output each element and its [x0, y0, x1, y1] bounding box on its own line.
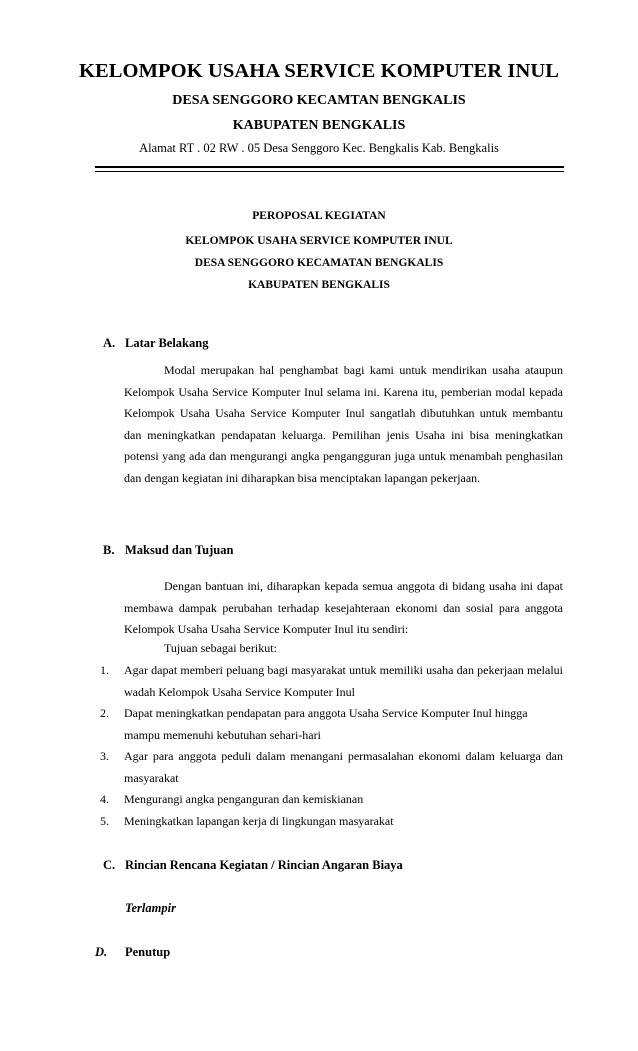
list-item	[100, 746, 563, 789]
section-d-heading	[95, 945, 170, 960]
proposal-subtitle-regency: KABUPATEN BENGKALIS	[248, 279, 390, 291]
letterhead-rule-thick	[95, 166, 564, 168]
list-item	[100, 703, 563, 746]
letterhead-address: Alamat RT . 02 RW . 05 Desa Senggoro Kec. Bengkalis Kab. Bengkalis	[139, 141, 499, 155]
section-c-title: Rincian Rencana Kegiatan / Rincian Angaran Biaya	[125, 858, 403, 872]
goals-list	[100, 660, 563, 832]
list-item	[100, 660, 563, 703]
list-item-number: 2.	[100, 706, 109, 720]
section-c-heading	[103, 858, 403, 873]
list-item-text: Agar dapat memberi peluang bagi masyarakat untuk memiliki usaha dan pekerjaan melalui wadah Kelompok Usaha Service Komputer Inul	[124, 663, 563, 699]
proposal-subtitle-group: KELOMPOK USAHA SERVICE KOMPUTER INUL	[185, 235, 453, 247]
section-b-letter: B.	[103, 543, 115, 557]
section-c-letter: C.	[103, 858, 116, 872]
list-item-number: 4.	[100, 792, 109, 806]
section-a-paragraph	[124, 360, 563, 489]
goals-intro: Tujuan sebagai berikut:	[164, 641, 277, 655]
proposal-title: PEROPOSAL KEGIATAN	[252, 210, 386, 222]
section-b-paragraph	[124, 576, 563, 641]
list-item-text: Meningkatkan lapangan kerja di lingkungan masyarakat	[124, 813, 394, 828]
letterhead-regency: KABUPATEN BENGKALIS	[232, 118, 406, 133]
section-b-heading	[103, 543, 233, 558]
list-item	[100, 789, 563, 811]
letterhead-village: DESA SENGGORO KECAMTAN BENGKALIS	[172, 93, 466, 108]
list-item-text: Mengurangi angka penganguran dan kemiskianan	[124, 792, 364, 806]
section-b-body: Dengan bantuan ini, diharapkan kepada semua anggota di bidang usaha ini dapat membawa dampak perubahan terhadap kesejahteraan ekonomi dan sosial para anggota Kelompok Usaha Usaha Service Komputer Inul itu sendiri:	[124, 579, 563, 636]
proposal-subtitle-village: DESA SENGGORO KECAMATAN BENGKALIS	[194, 257, 444, 269]
section-c-note: Terlampir	[125, 901, 176, 915]
list-item	[100, 811, 563, 833]
list-item-number: 5.	[100, 813, 109, 828]
section-d-letter: D.	[95, 945, 108, 959]
list-item-text: Agar para anggota peduli dalam menangani permasalahan ekonomi dalam keluarga dan masyarakat	[124, 749, 563, 785]
list-item-number: 1.	[100, 663, 109, 677]
letterhead-rule-thin	[95, 171, 564, 172]
letterhead-title: KELOMPOK USAHA SERVICE KOMPUTER INUL	[78, 60, 560, 82]
list-item-number: 3.	[100, 749, 109, 763]
section-a-letter: A.	[103, 336, 116, 350]
section-a-body: Modal merupakan hal penghambat bagi kami untuk mendirikan usaha ataupun Kelompok Usaha Service Komputer Inul selama ini. Karena itu, pemberian modal kepada Kelompok Usaha Usaha Service Komputer Inul sangatlah dibutuhkan untuk membantu dan meningkatkan pendapatan keluarga. Pemilihan jenis Usaha ini bisa meningkatkan potensi yang ada dan mengurangi angka pengangguran juga untuk menambah penghasilan dan dengan kegiatan ini diharapkan bisa menciptakan lapangan pekerjaan.	[124, 363, 563, 485]
section-b-title: Maksud dan Tujuan	[125, 543, 234, 557]
section-d-title: Penutup	[125, 945, 171, 959]
section-a-heading	[103, 336, 208, 351]
section-a-title: Latar Belakang	[125, 336, 209, 350]
list-item-text: Dapat meningkatkan pendapatan para anggota Usaha Service Komputer Inul hingga mampu memenuhi kebutuhan sehari-hari	[124, 706, 528, 742]
